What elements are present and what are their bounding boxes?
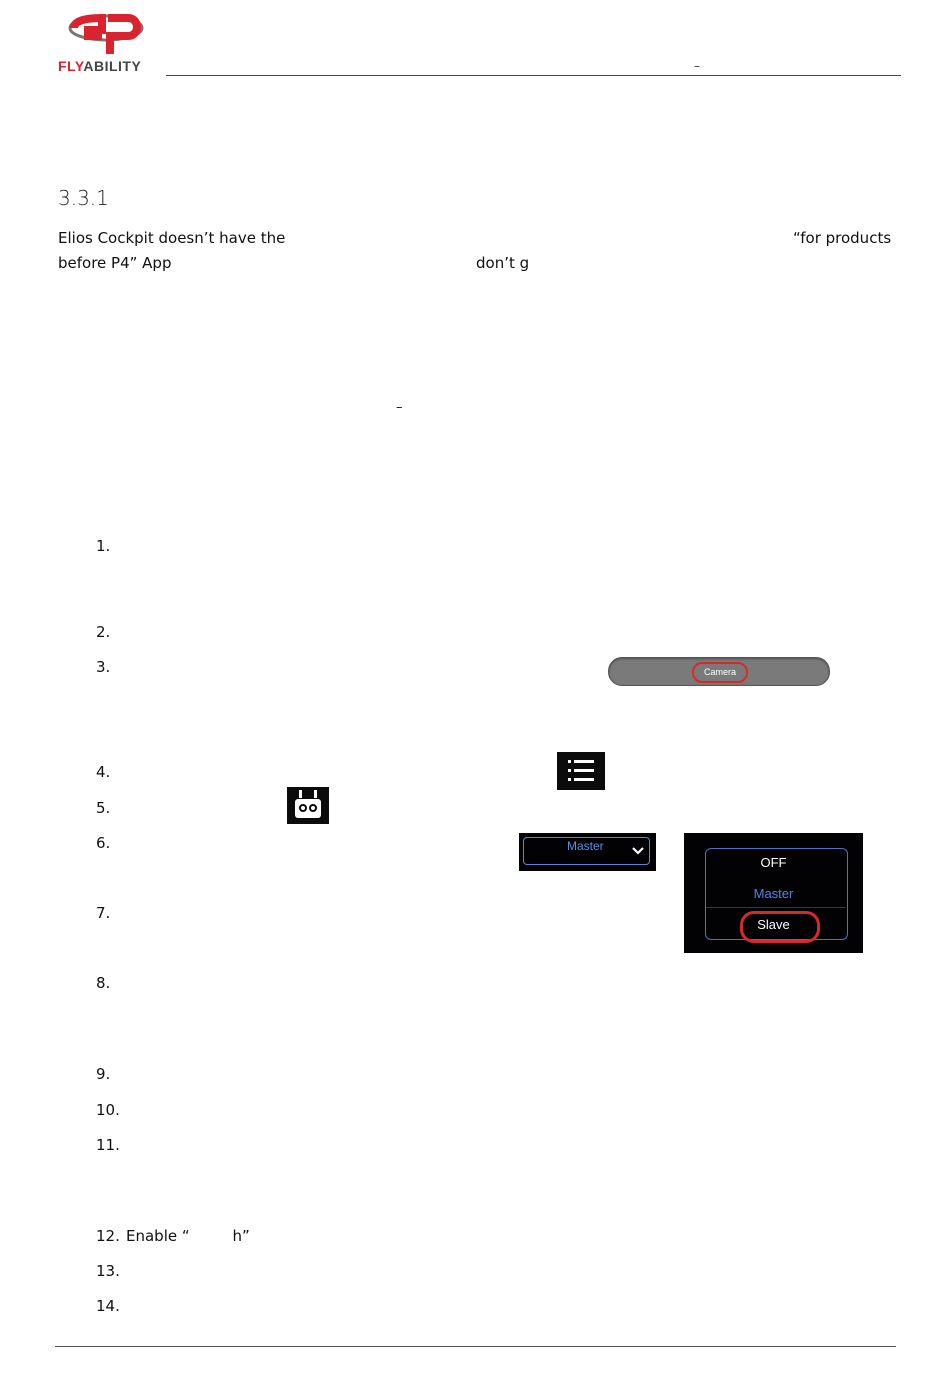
step-number: 4. [96,763,111,781]
step-number: 11. [96,1136,120,1154]
step-number: 5. [96,799,111,817]
list-icon [557,752,605,790]
step-12-text: Enable “ h” [126,1227,250,1245]
menu-option-slave: Slave [757,917,790,932]
intro-line2-start: before P4” App [58,254,172,272]
master-dropdown-value: Master [567,839,604,853]
header-rule [166,75,901,76]
step-number: 2. [96,623,111,641]
channel-mode-menu [684,833,863,953]
brand-wordmark [58,58,141,74]
brand-fly: FLY [58,58,84,74]
remote-controller-icon [287,787,329,824]
camera-mode-pill [608,657,830,686]
menu-separator [706,907,846,908]
stray-dash: – [396,400,403,415]
step-number: 1. [96,537,111,555]
step-number: 13. [96,1262,120,1280]
step-number: 12. [96,1227,120,1245]
step-number: 6. [96,834,111,852]
camera-pill-label: Camera [692,662,748,683]
step-number: 8. [96,974,111,992]
section-number: 3.3.1 [58,186,109,210]
intro-line1-start: Elios Cockpit doesn’t have the [58,229,286,247]
step-number: 3. [96,658,111,676]
brand-ability: ABILITY [83,58,142,74]
step-number: 14. [96,1297,120,1315]
master-dropdown [519,833,656,871]
intro-line1-end: “for products [793,229,892,247]
step-number: 7. [96,904,111,922]
menu-option-off: OFF [760,855,787,870]
chevron-down-icon [631,846,645,856]
footer-rule [55,1346,896,1347]
intro-line2-mid: don’t g [476,254,530,272]
step-number: 10. [96,1101,120,1119]
header-dash: – [694,59,700,73]
menu-option-master: Master [753,886,794,901]
step-number: 9. [96,1065,111,1083]
